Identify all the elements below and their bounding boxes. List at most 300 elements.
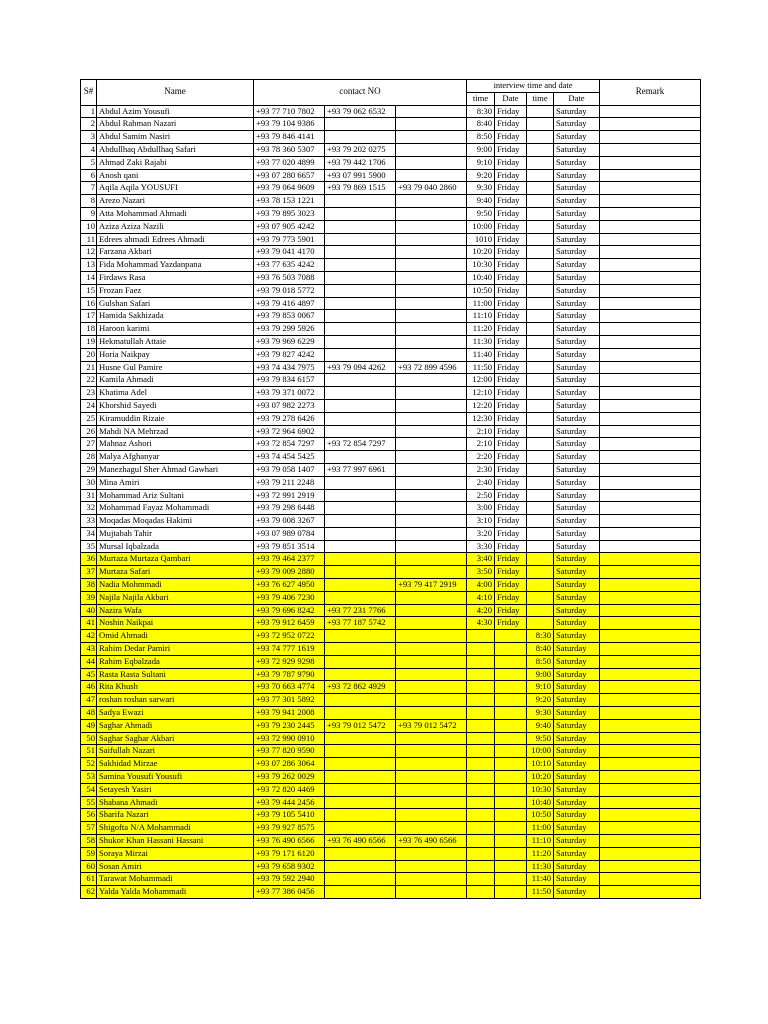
time-1: 8:40	[467, 118, 495, 131]
time-2	[527, 502, 554, 515]
contact-2	[325, 297, 396, 310]
time-1: 9:00	[467, 143, 495, 156]
contact-3	[396, 233, 467, 246]
time-1: 10:30	[467, 259, 495, 272]
table-row	[81, 271, 701, 284]
contact-3	[396, 105, 467, 118]
date-2: Saturday	[554, 681, 600, 694]
time-1	[467, 719, 495, 732]
contact-2	[325, 655, 396, 668]
remark	[600, 719, 701, 732]
time-2: 10:30	[527, 783, 554, 796]
contact-2	[325, 515, 396, 528]
time-1: 9:10	[467, 156, 495, 169]
row-number: 44	[81, 655, 97, 668]
candidate-name: Firdaws Rasa	[97, 271, 254, 284]
contact-1: +93 79 592 2940	[254, 873, 325, 886]
date-2: Saturday	[554, 527, 600, 540]
date-2: Saturday	[554, 822, 600, 835]
candidate-name: Kiramuddin Rizaie	[97, 412, 254, 425]
date-2: Saturday	[554, 207, 600, 220]
contact-1: +93 72 854 7297	[254, 438, 325, 451]
contact-2	[325, 707, 396, 720]
table-row	[81, 540, 701, 553]
remark	[600, 412, 701, 425]
contact-2	[325, 809, 396, 822]
candidate-name: Rasta Rasta Sultani	[97, 668, 254, 681]
time-1: 3:30	[467, 540, 495, 553]
time-1	[467, 668, 495, 681]
table-row	[81, 399, 701, 412]
time-1	[467, 694, 495, 707]
row-number: 39	[81, 591, 97, 604]
time-2: 11:10	[527, 835, 554, 848]
row-number: 30	[81, 476, 97, 489]
date-1	[495, 758, 527, 771]
contact-2	[325, 527, 396, 540]
time-1	[467, 822, 495, 835]
col-header-sn: S#	[81, 80, 97, 106]
time-2: 8:30	[527, 630, 554, 643]
time-1	[467, 745, 495, 758]
contact-1: +93 77 020 4899	[254, 156, 325, 169]
date-1	[495, 707, 527, 720]
row-number: 34	[81, 527, 97, 540]
contact-1: +93 76 627 4950	[254, 579, 325, 592]
date-1: Friday	[495, 463, 527, 476]
candidate-name: Anosh qani	[97, 169, 254, 182]
time-2	[527, 553, 554, 566]
candidate-name: Mahdi NA Mehrzad	[97, 425, 254, 438]
time-2: 11:50	[527, 886, 554, 899]
time-1: 1010	[467, 233, 495, 246]
table-row	[81, 335, 701, 348]
date-1	[495, 860, 527, 873]
candidate-name: Rahim Eqbalzada	[97, 655, 254, 668]
row-number: 5	[81, 156, 97, 169]
contact-1: +93 79 895 3023	[254, 207, 325, 220]
date-1: Friday	[495, 118, 527, 131]
contact-1: +93 07 989 0784	[254, 527, 325, 540]
date-2: Saturday	[554, 233, 600, 246]
time-2	[527, 591, 554, 604]
contact-2: +93 76 490 6566	[325, 835, 396, 848]
table-row	[81, 131, 701, 144]
interview-schedule-table	[80, 79, 701, 899]
time-1	[467, 732, 495, 745]
contact-1: +93 72 990 0910	[254, 732, 325, 745]
candidate-name: Mursal Iqbalzada	[97, 540, 254, 553]
row-number: 50	[81, 732, 97, 745]
candidate-name: Rita Khush	[97, 681, 254, 694]
date-2: Saturday	[554, 412, 600, 425]
table-row	[81, 515, 701, 528]
row-number: 9	[81, 207, 97, 220]
contact-2	[325, 387, 396, 400]
contact-1: +93 77 710 7802	[254, 105, 325, 118]
contact-1: +93 76 490 6566	[254, 835, 325, 848]
contact-1: +93 78 360 5307	[254, 143, 325, 156]
table-row	[81, 489, 701, 502]
table-row	[81, 105, 701, 118]
time-2	[527, 169, 554, 182]
date-2: Saturday	[554, 476, 600, 489]
contact-3	[396, 348, 467, 361]
contact-2	[325, 412, 396, 425]
remark	[600, 297, 701, 310]
contact-3	[396, 387, 467, 400]
contact-3	[396, 451, 467, 464]
remark	[600, 246, 701, 259]
contact-2	[325, 886, 396, 899]
time-1	[467, 847, 495, 860]
contact-2	[325, 489, 396, 502]
remark	[600, 860, 701, 873]
candidate-name: Omid Ahmadi	[97, 630, 254, 643]
remark	[600, 348, 701, 361]
time-1	[467, 707, 495, 720]
row-number: 51	[81, 745, 97, 758]
contact-2: +93 72 862 4929	[325, 681, 396, 694]
date-1	[495, 771, 527, 784]
contact-3	[396, 745, 467, 758]
time-1	[467, 860, 495, 873]
contact-3	[396, 335, 467, 348]
table-row	[81, 668, 701, 681]
candidate-name: Shigofta N/A Mohammadi	[97, 822, 254, 835]
contact-1: +93 77 635 4242	[254, 259, 325, 272]
time-1	[467, 796, 495, 809]
remark	[600, 284, 701, 297]
contact-2	[325, 732, 396, 745]
header-row-top	[81, 80, 701, 93]
remark	[600, 527, 701, 540]
remark	[600, 169, 701, 182]
date-2: Saturday	[554, 502, 600, 515]
contact-3	[396, 259, 467, 272]
date-2: Saturday	[554, 335, 600, 348]
table-row	[81, 719, 701, 732]
date-1	[495, 886, 527, 899]
date-1: Friday	[495, 259, 527, 272]
remark	[600, 579, 701, 592]
date-2: Saturday	[554, 399, 600, 412]
row-number: 62	[81, 886, 97, 899]
candidate-name: Najila Najila Akbari	[97, 591, 254, 604]
date-1: Friday	[495, 297, 527, 310]
candidate-name: Saghar Saghar Akbari	[97, 732, 254, 745]
remark	[600, 822, 701, 835]
date-1	[495, 655, 527, 668]
table-row	[81, 694, 701, 707]
candidate-name: Arezo Nazari	[97, 195, 254, 208]
table-row	[81, 835, 701, 848]
contact-3	[396, 207, 467, 220]
remark	[600, 745, 701, 758]
date-2: Saturday	[554, 323, 600, 336]
date-2: Saturday	[554, 540, 600, 553]
time-1: 3:20	[467, 527, 495, 540]
contact-1: +93 07 286 3064	[254, 758, 325, 771]
contact-3	[396, 783, 467, 796]
candidate-name: Saghar Ahmadi	[97, 719, 254, 732]
date-1: Friday	[495, 399, 527, 412]
remark	[600, 143, 701, 156]
contact-1: +93 79 827 4242	[254, 348, 325, 361]
row-number: 11	[81, 233, 97, 246]
time-2	[527, 425, 554, 438]
contact-3	[396, 284, 467, 297]
time-1	[467, 655, 495, 668]
contact-1: +93 79 299 5926	[254, 323, 325, 336]
row-number: 27	[81, 438, 97, 451]
date-2: Saturday	[554, 118, 600, 131]
contact-1: +93 79 105 5410	[254, 809, 325, 822]
date-1: Friday	[495, 335, 527, 348]
table-row	[81, 783, 701, 796]
date-2: Saturday	[554, 591, 600, 604]
date-2: Saturday	[554, 220, 600, 233]
contact-1: +93 79 941 2008	[254, 707, 325, 720]
row-number: 15	[81, 284, 97, 297]
contact-2	[325, 643, 396, 656]
date-1: Friday	[495, 553, 527, 566]
contact-3	[396, 630, 467, 643]
candidate-name: Abdullhaq Abdullhaq Safari	[97, 143, 254, 156]
date-1	[495, 835, 527, 848]
row-number: 37	[81, 566, 97, 579]
table-row	[81, 182, 701, 195]
remark	[600, 387, 701, 400]
time-2	[527, 348, 554, 361]
time-1: 12:10	[467, 387, 495, 400]
candidate-name: Khatima Adel	[97, 387, 254, 400]
date-1: Friday	[495, 207, 527, 220]
contact-2: +93 77 231 7766	[325, 604, 396, 617]
date-2: Saturday	[554, 169, 600, 182]
contact-2	[325, 335, 396, 348]
contact-1: +93 77 301 5892	[254, 694, 325, 707]
table-row	[81, 476, 701, 489]
candidate-name: Mohammad Ariz Sultani	[97, 489, 254, 502]
contact-3	[396, 847, 467, 860]
date-1	[495, 630, 527, 643]
candidate-name: Murtaza Murtaza Qambari	[97, 553, 254, 566]
remark	[600, 156, 701, 169]
date-1: Friday	[495, 220, 527, 233]
table-row	[81, 387, 701, 400]
contact-1: +93 77 386 0456	[254, 886, 325, 899]
contact-3	[396, 412, 467, 425]
date-2: Saturday	[554, 732, 600, 745]
time-2	[527, 335, 554, 348]
contact-1: +93 79 444 2456	[254, 796, 325, 809]
row-number: 61	[81, 873, 97, 886]
date-1: Friday	[495, 502, 527, 515]
time-1: 11:40	[467, 348, 495, 361]
date-2: Saturday	[554, 105, 600, 118]
contact-3	[396, 297, 467, 310]
contact-2	[325, 284, 396, 297]
date-1: Friday	[495, 387, 527, 400]
candidate-name: Abdul Samim Nasiri	[97, 131, 254, 144]
col-header-remark: Remark	[600, 80, 701, 106]
contact-2	[325, 271, 396, 284]
date-1	[495, 847, 527, 860]
date-2: Saturday	[554, 758, 600, 771]
table-row	[81, 681, 701, 694]
row-number: 52	[81, 758, 97, 771]
time-2: 9:20	[527, 694, 554, 707]
row-number: 53	[81, 771, 97, 784]
time-1: 2:10	[467, 438, 495, 451]
row-number: 48	[81, 707, 97, 720]
remark	[600, 886, 701, 899]
time-1: 2:40	[467, 476, 495, 489]
row-number: 26	[81, 425, 97, 438]
contact-3	[396, 271, 467, 284]
contact-3: +93 79 040 2860	[396, 182, 467, 195]
table-row	[81, 118, 701, 131]
table-row	[81, 758, 701, 771]
table-row	[81, 195, 701, 208]
candidate-name: Nadia Mohmmadi	[97, 579, 254, 592]
contact-2	[325, 796, 396, 809]
date-1	[495, 822, 527, 835]
date-2: Saturday	[554, 271, 600, 284]
table-row	[81, 451, 701, 464]
contact-2	[325, 630, 396, 643]
contact-2: +93 79 202 0275	[325, 143, 396, 156]
contact-1: +93 74 434 7975	[254, 361, 325, 374]
remark	[600, 451, 701, 464]
row-number: 14	[81, 271, 97, 284]
remark	[600, 425, 701, 438]
date-2: Saturday	[554, 579, 600, 592]
row-number: 20	[81, 348, 97, 361]
time-2: 9:50	[527, 732, 554, 745]
date-2: Saturday	[554, 566, 600, 579]
date-2: Saturday	[554, 463, 600, 476]
contact-1: +93 78 153 1221	[254, 195, 325, 208]
date-2: Saturday	[554, 707, 600, 720]
table-row	[81, 643, 701, 656]
candidate-name: Fida Mohammad Yazdanpana	[97, 259, 254, 272]
time-2	[527, 451, 554, 464]
time-2: 9:30	[527, 707, 554, 720]
date-1	[495, 694, 527, 707]
contact-3: +93 79 417 2919	[396, 579, 467, 592]
table-row	[81, 553, 701, 566]
table-row	[81, 284, 701, 297]
contact-1: +93 79 912 6459	[254, 617, 325, 630]
contact-3	[396, 591, 467, 604]
date-2: Saturday	[554, 156, 600, 169]
date-2: Saturday	[554, 259, 600, 272]
date-2: Saturday	[554, 310, 600, 323]
contact-2	[325, 348, 396, 361]
table-row	[81, 745, 701, 758]
contact-1: +93 77 820 9590	[254, 745, 325, 758]
candidate-name: Yalda Yalda Mohammadi	[97, 886, 254, 899]
contact-1: +93 72 964 6902	[254, 425, 325, 438]
contact-3	[396, 502, 467, 515]
contact-1: +93 72 820 4469	[254, 783, 325, 796]
time-2	[527, 297, 554, 310]
contact-2: +93 07 991 5900	[325, 169, 396, 182]
remark	[600, 118, 701, 131]
candidate-name: Tarawat Mohammadi	[97, 873, 254, 886]
date-2: Saturday	[554, 195, 600, 208]
contact-2	[325, 399, 396, 412]
contact-3	[396, 796, 467, 809]
date-2: Saturday	[554, 873, 600, 886]
row-number: 21	[81, 361, 97, 374]
date-1	[495, 643, 527, 656]
row-number: 1	[81, 105, 97, 118]
date-1	[495, 668, 527, 681]
time-1: 4:10	[467, 591, 495, 604]
date-1: Friday	[495, 489, 527, 502]
row-number: 31	[81, 489, 97, 502]
candidate-name: Shabana Ahmadi	[97, 796, 254, 809]
time-1: 4:00	[467, 579, 495, 592]
remark	[600, 668, 701, 681]
table-row	[81, 579, 701, 592]
remark	[600, 566, 701, 579]
contact-1: +93 79 846 4141	[254, 131, 325, 144]
date-2: Saturday	[554, 515, 600, 528]
time-1: 8:50	[467, 131, 495, 144]
contact-1: +93 79 230 2445	[254, 719, 325, 732]
candidate-name: Abdul Azim Yousufi	[97, 105, 254, 118]
contact-2	[325, 783, 396, 796]
date-1: Friday	[495, 527, 527, 540]
contact-1: +93 79 371 0072	[254, 387, 325, 400]
time-2: 9:40	[527, 719, 554, 732]
contact-1: +93 76 503 7088	[254, 271, 325, 284]
contact-3: +93 79 012 5472	[396, 719, 467, 732]
remark	[600, 655, 701, 668]
contact-3	[396, 681, 467, 694]
contact-3	[396, 553, 467, 566]
remark	[600, 873, 701, 886]
remark	[600, 259, 701, 272]
contact-3	[396, 604, 467, 617]
date-2: Saturday	[554, 348, 600, 361]
table-row	[81, 886, 701, 899]
row-number: 58	[81, 835, 97, 848]
candidate-name: Ahmad Zaki Rajabi	[97, 156, 254, 169]
row-number: 6	[81, 169, 97, 182]
remark	[600, 361, 701, 374]
date-1: Friday	[495, 310, 527, 323]
time-1: 11:10	[467, 310, 495, 323]
remark	[600, 463, 701, 476]
table-row	[81, 297, 701, 310]
remark	[600, 323, 701, 336]
row-number: 60	[81, 860, 97, 873]
date-1	[495, 732, 527, 745]
date-2: Saturday	[554, 796, 600, 809]
candidate-name: Sharifa Nazari	[97, 809, 254, 822]
date-1	[495, 681, 527, 694]
contact-1: +93 79 278 6426	[254, 412, 325, 425]
time-2: 9:10	[527, 681, 554, 694]
contact-1: +93 72 991 2919	[254, 489, 325, 502]
candidate-name: Gulshan Safari	[97, 297, 254, 310]
contact-3	[396, 220, 467, 233]
